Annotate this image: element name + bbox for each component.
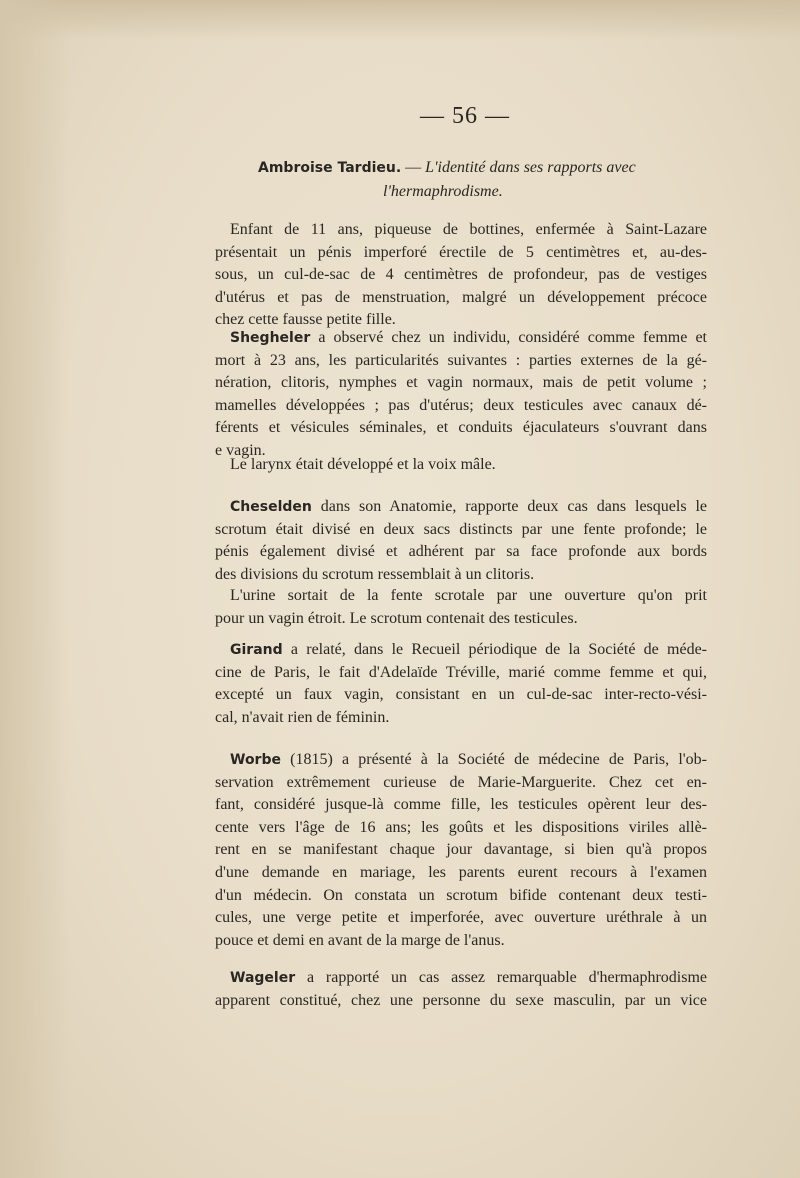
text-line: rent en se manifestant chaque jour davantage, si bien qu'à propos: [215, 841, 707, 859]
text-line: cine de Paris, le fait d'Adelaïde Tréville, marié comme femme et qui,: [215, 663, 707, 681]
paragraph-6: [215, 639, 707, 729]
text-line: des divisions du scrotum ressemblait à un clitoris.: [215, 565, 535, 583]
text-line: nération, clitoris, nymphes et vagin normaux, mais de petit volume ;: [215, 374, 707, 392]
text-line: scrotum était divisé en deux sacs distincts par une fente profonde; le: [215, 520, 707, 538]
text-line: mamelles développées ; pas d'utérus; deux testicules avec canaux dé-: [215, 396, 707, 414]
page-edge-shadow-top: [0, 0, 800, 40]
author-name: Cheselden: [230, 499, 312, 515]
text-line: cules, une verge petite et imperforée, avec ouverture uréthrale à un: [215, 909, 707, 927]
text-line: apparent constitué, chez une personne du sexe masculin, par un vice: [215, 991, 707, 1009]
text-line: [215, 639, 707, 662]
text-line: sous, un cul-de-sac de 4 centimètres de profondeur, pas de vestiges: [215, 266, 707, 284]
paragraph-5: [215, 585, 707, 630]
text-fragment: a rapporté un cas assez remarquable d'hermaphrodisme: [295, 969, 707, 986]
text-fragment: a observé chez un individu, considéré comme femme et: [310, 329, 707, 346]
paragraph-3: [215, 454, 707, 477]
heading-author: Ambroise Tardieu.: [258, 160, 402, 176]
author-name: Worbe: [230, 752, 281, 768]
text-line: Enfant de 11 ans, piqueuse de bottines, enfermée à Saint-Lazare: [230, 221, 707, 238]
paragraph-4: [215, 496, 707, 586]
paragraph-2: [215, 327, 707, 463]
text-line: [215, 749, 707, 772]
text-line: présentait un pénis imperforé érectile de 5 centimètres et, au-des-: [215, 243, 707, 261]
text-line: cal, n'avait rien de féminin.: [215, 708, 390, 726]
heading-separator: —: [401, 159, 426, 176]
text-fragment: a relaté, dans le Recueil périodique de la Société de méde-: [282, 641, 707, 658]
text-line: [215, 327, 707, 350]
paragraph-7: [215, 749, 707, 952]
author-name: Wageler: [230, 970, 296, 986]
text-fragment: (1815) a présenté à la Société de médecine de Paris, l'ob-: [280, 751, 707, 768]
page-number: — 56 —: [420, 103, 510, 129]
text-line: L'urine sortait de la fente scrotale par une ouverture qu'on prit: [230, 587, 707, 604]
heading-title-line-2: l'hermaphrodisme.: [383, 183, 503, 200]
text-line: pour un vagin étroit. Le scrotum contenait des testicules.: [215, 609, 578, 627]
heading-title-line-1: L'identité dans ses rapports avec: [425, 159, 636, 176]
text-line: mort à 23 ans, les particularités suivantes : parties externes de la gé-: [215, 351, 707, 369]
text-fragment: dans son Anatomie, rapporte deux cas dans lesquels le: [311, 498, 707, 515]
text-line: chez cette fausse petite fille.: [215, 311, 396, 329]
text-line: cente vers l'âge de 16 ans; les goûts et les dispositions viriles allè-: [215, 818, 707, 836]
text-line: fant, considéré jusque-là comme fille, les testicules opèrent leur des-: [215, 796, 707, 814]
text-line: pouce et demi en avant de la marge de l'anus.: [215, 931, 505, 949]
paragraph-8: [215, 967, 707, 1012]
text-line: Le larynx était développé et la voix mâle.: [230, 456, 496, 473]
author-name: Girand: [230, 642, 283, 658]
text-line: e vagin.: [215, 441, 266, 459]
text-line: d'un médecin. On constata un scrotum bifide contenant deux testi-: [215, 886, 707, 904]
heading-line-1: [215, 156, 707, 180]
text-line: excepté un faux vagin, consistant en un cul-de-sac inter-recto-vési-: [215, 686, 707, 704]
page-edge-shadow-left: [0, 0, 70, 1178]
text-line: [215, 967, 707, 990]
text-line: d'utérus et pas de menstruation, malgré un développement précoce: [215, 288, 707, 306]
author-name: Shegheler: [230, 330, 311, 346]
text-line: férents et vésicules séminales, et conduits éjaculateurs s'ouvrant dans: [215, 419, 707, 437]
text-line: d'une demande en mariage, les parents eurent recours à l'examen: [215, 863, 707, 881]
section-heading: [215, 156, 707, 203]
text-line: pénis également divisé et adhérent par sa face profonde aux bords: [215, 543, 707, 561]
text-line: servation extrêmement curieuse de Marie-Marguerite. Chez cet en-: [215, 773, 707, 791]
text-line: [215, 496, 707, 519]
paragraph-1: [215, 219, 707, 332]
